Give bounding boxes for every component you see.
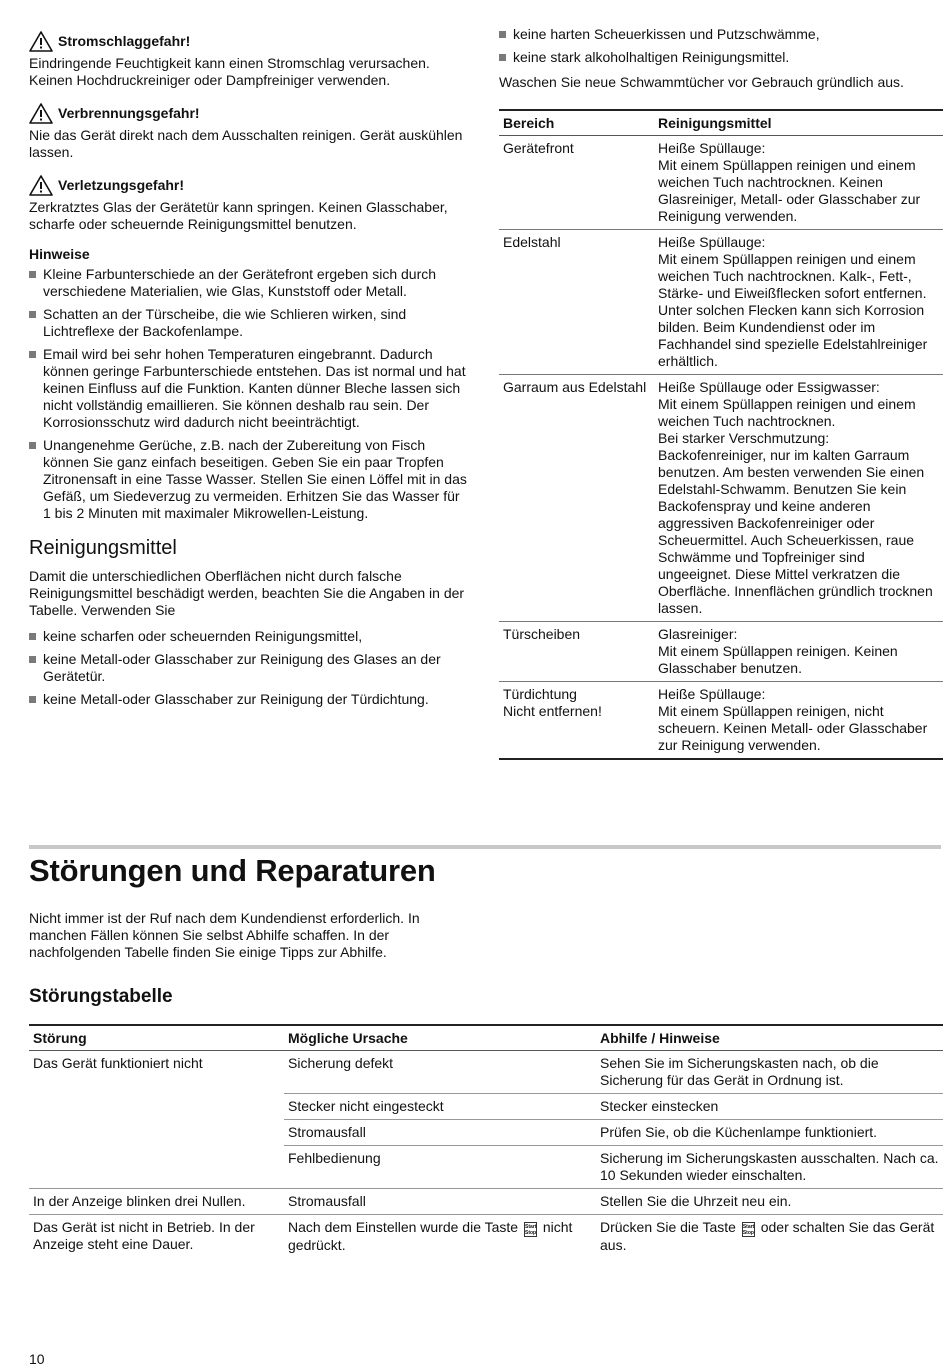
section-divider xyxy=(29,845,941,849)
column-header: Abhilfe / Hinweise xyxy=(596,1025,943,1051)
cause-cell: Stromausfall xyxy=(284,1189,596,1215)
right-column xyxy=(499,26,943,760)
list-item: keine stark alkoholhaltigen Reinigungsmittel. xyxy=(499,49,943,66)
cause-cell: Sicherung defekt xyxy=(284,1051,596,1094)
key-label: Stop xyxy=(742,1230,754,1236)
remedy-text-pre: Drücken Sie die Taste xyxy=(600,1219,736,1235)
page-number: 10 xyxy=(29,1351,45,1367)
list-item: keine harten Scheuerkissen und Putzschwämme, xyxy=(499,26,943,43)
cause-cell: Fehlbedienung xyxy=(284,1146,596,1189)
warning-text: Zerkratztes Glas der Gerätetür kann springen. Keinen Glasschaber, scharfe oder scheuernde Reinigungsmittel benutzen. xyxy=(29,199,448,232)
fault-table-last-group xyxy=(29,1215,943,1259)
table-row xyxy=(499,375,943,622)
cleaning-list-continued xyxy=(499,26,943,66)
fault-cell: Das Gerät ist nicht in Betrieb. In der Anzeige steht eine Dauer. xyxy=(33,1219,255,1252)
area-cell: Türscheiben xyxy=(499,622,654,682)
list-item: Email wird bei sehr hohen Temperaturen eingebrannt. Dadurch können geringe Farbunterschiede entstehen. Das ist normal und hat keinen Einfluss auf die Funktion. Kanten dünner Bleche lassen sich nicht vollständig emaillieren. Sie können deshalb rau sein. Der Korrosionsschutz wird dadurch nicht beeinträchtigt. xyxy=(29,346,469,431)
faults-intro: Nicht immer ist der Ruf nach dem Kundendienst erforderlich. In manchen Fällen können Sie selbst Abhilfe schaffen. In der nachfolgenden Tabelle finden Sie einige Tipps zur Abhilfe. xyxy=(29,910,420,960)
cause-cell xyxy=(284,1215,596,1259)
table-row xyxy=(499,136,943,230)
start-stop-key-icon xyxy=(742,1222,755,1237)
column-header: Reinigungsmittel xyxy=(654,110,943,136)
start-stop-key-icon xyxy=(524,1222,537,1237)
table-row xyxy=(29,1051,943,1094)
table-header-row xyxy=(29,1025,943,1051)
cause-text-pre: Nach dem Einstellen wurde die Taste xyxy=(288,1219,519,1235)
cleaning-intro: Damit die unterschiedlichen Oberflächen nicht durch falsche Reinigungsmittel beschädigt werden, beachten Sie die Angaben in der Tabelle. Verwenden Sie xyxy=(29,568,465,618)
fault-table xyxy=(29,1024,943,1258)
section-title: Reinigungsmittel xyxy=(29,537,177,559)
fault-cell: Das Gerät funktioniert nicht xyxy=(29,1051,284,1189)
page-section-title: Störungen und Reparaturen xyxy=(29,853,436,888)
list-item: Schatten an der Türscheibe, die wie Schlieren wirken, sind Lichtreflexe der Backofenlampe. xyxy=(29,306,469,340)
warning-triangle-icon xyxy=(29,103,53,124)
warning-text: Nie das Gerät direkt nach dem Ausschalten reinigen. Gerät auskühlen lassen. xyxy=(29,127,463,160)
fault-table-body xyxy=(29,1051,943,1215)
notes-title: Hinweise xyxy=(29,246,90,262)
cleaning-agent-cell: Heiße Spüllauge: Mit einem Spüllappen reinigen, nicht scheuern. Keinen Metall- oder Glasschaber zur Reinigung verwenden. xyxy=(658,686,928,753)
remedy-cell xyxy=(596,1215,943,1259)
cleaning-table xyxy=(499,109,943,760)
area-cell: Edelstahl xyxy=(499,230,654,375)
remedy-cell: Stellen Sie die Uhrzeit neu ein. xyxy=(596,1189,943,1215)
cleaning-agent-cell: Heiße Spüllauge: Mit einem Spüllappen reinigen und einem weichen Tuch nachtrocknen. Kalk-, Fett-, Stärke- und Eiweißflecken sofort entfernen. Unter solchen Flecken kann sich Korrosion bilden. Beim Kundendienst oder im Fachhandel sind spezielle Edelstahlreiniger erhältlich. xyxy=(654,230,943,375)
remedy-cell: Sicherung im Sicherungskasten ausschalten. Nach ca. 10 Sekunden wieder einschalten. xyxy=(596,1146,943,1189)
key-label: Stop xyxy=(524,1230,537,1236)
list-item: keine scharfen oder scheuernden Reinigungsmittel, xyxy=(29,628,469,645)
cleaning-agent-cell: Heiße Spüllauge oder Essigwasser: Mit einem Spüllappen reinigen und einem weichen Tuch nachtrocknen. Bei starker Verschmutzung: Backofenreiniger, nur im kalten Garraum benutzen. Am besten verwenden Sie einen Edelstahl-Schwamm. Benutzen Sie kein Backofenspray und keine anderen aggressiven Backofenreiniger oder Scheuermittel. Auch Scheuerkissen, raue Schwämme und Topfreiniger sind ungeeignet. Diese Mittel verkratzen die Oberfläche. Innenflächen gründlich trocknen lassen. xyxy=(654,375,943,622)
remedy-text-post: oder schalten Sie das Gerät aus. xyxy=(600,1219,935,1253)
area-cell: Gerätefront xyxy=(499,136,654,230)
fault-table-title: Störungstabelle xyxy=(29,986,173,1007)
warning-electric-shock xyxy=(29,31,469,89)
cause-cell: Stromausfall xyxy=(284,1120,596,1146)
table-row xyxy=(499,230,943,375)
list-item: keine Metall-oder Glasschaber zur Reinigung der Türdichtung. xyxy=(29,691,469,708)
column-header: Mögliche Ursache xyxy=(284,1025,596,1051)
area-cell: Garraum aus Edelstahl xyxy=(499,375,654,622)
area-cell: Türdichtung Nicht entfernen! xyxy=(503,686,602,719)
warning-triangle-icon xyxy=(29,175,53,196)
key-label: Start xyxy=(524,1224,537,1230)
warning-injury xyxy=(29,175,469,233)
cleaning-agent-cell: Heiße Spüllauge: Mit einem Spüllappen reinigen und einem weichen Tuch nachtrocknen. Keinen Glasreiniger, Metall- oder Glasschaber zur Reinigung verwenden. xyxy=(654,136,943,230)
faults-section xyxy=(29,853,943,1258)
warning-burn xyxy=(29,103,469,161)
notes-list xyxy=(29,266,469,522)
sponge-note: Waschen Sie neue Schwammtücher vor Gebrauch gründlich aus. xyxy=(499,74,904,90)
remedy-cell: Prüfen Sie, ob die Küchenlampe funktioniert. xyxy=(596,1120,943,1146)
key-label: Start xyxy=(742,1224,755,1230)
warning-title: Stromschlaggefahr! xyxy=(29,31,469,52)
list-item: Kleine Farbunterschiede an der Gerätefront ergeben sich durch verschiedene Materialien, wie Glas, Kunststoff oder Metall. xyxy=(29,266,469,300)
warning-triangle-icon xyxy=(29,31,53,52)
cause-cell: Stecker nicht eingesteckt xyxy=(284,1094,596,1120)
table-header-row xyxy=(499,110,943,136)
column-header: Bereich xyxy=(499,110,654,136)
cleaning-agent-cell: Glasreiniger: Mit einem Spüllappen reinigen. Keinen Glasschaber benutzen. xyxy=(654,622,943,682)
remedy-cell: Stecker einstecken xyxy=(596,1094,943,1120)
list-item: keine Metall-oder Glasschaber zur Reinigung des Glases an der Gerätetür. xyxy=(29,651,469,685)
table-row xyxy=(499,682,943,760)
remedy-cell: Sehen Sie im Sicherungskasten nach, ob die Sicherung für das Gerät in Ordnung ist. xyxy=(596,1051,943,1094)
table-row xyxy=(29,1215,943,1259)
cause-text-post: nicht gedrückt. xyxy=(288,1219,573,1253)
list-item: Unangenehme Gerüche, z.B. nach der Zubereitung von Fisch können Sie ganz einfach beseitigen. Geben Sie ein paar Tropfen Zitronensaft in eine Tasse Wasser. Stellen Sie einen Löffel mit in das Gefäß, um Siedeverzug zu vermeiden. Erhitzen Sie das Wasser für 1 bis 2 Minuten mit maximaler Mikrowellen-Leistung. xyxy=(29,437,469,522)
left-column xyxy=(29,31,469,714)
cleaning-list xyxy=(29,628,469,708)
notes-section xyxy=(29,246,469,522)
warning-title: Verbrennungsgefahr! xyxy=(29,103,469,124)
fault-cell: In der Anzeige blinken drei Nullen. xyxy=(29,1189,284,1215)
warning-title: Verletzungsgefahr! xyxy=(29,175,469,196)
warning-text: Eindringende Feuchtigkeit kann einen Stromschlag verursachen. Keinen Hochdruckreiniger oder Dampfreiniger verwenden. xyxy=(29,55,430,88)
cleaning-table-body xyxy=(499,136,943,760)
table-row xyxy=(499,622,943,682)
table-row xyxy=(29,1189,943,1215)
column-header: Störung xyxy=(29,1025,284,1051)
cleaning-agents-section xyxy=(29,536,469,708)
